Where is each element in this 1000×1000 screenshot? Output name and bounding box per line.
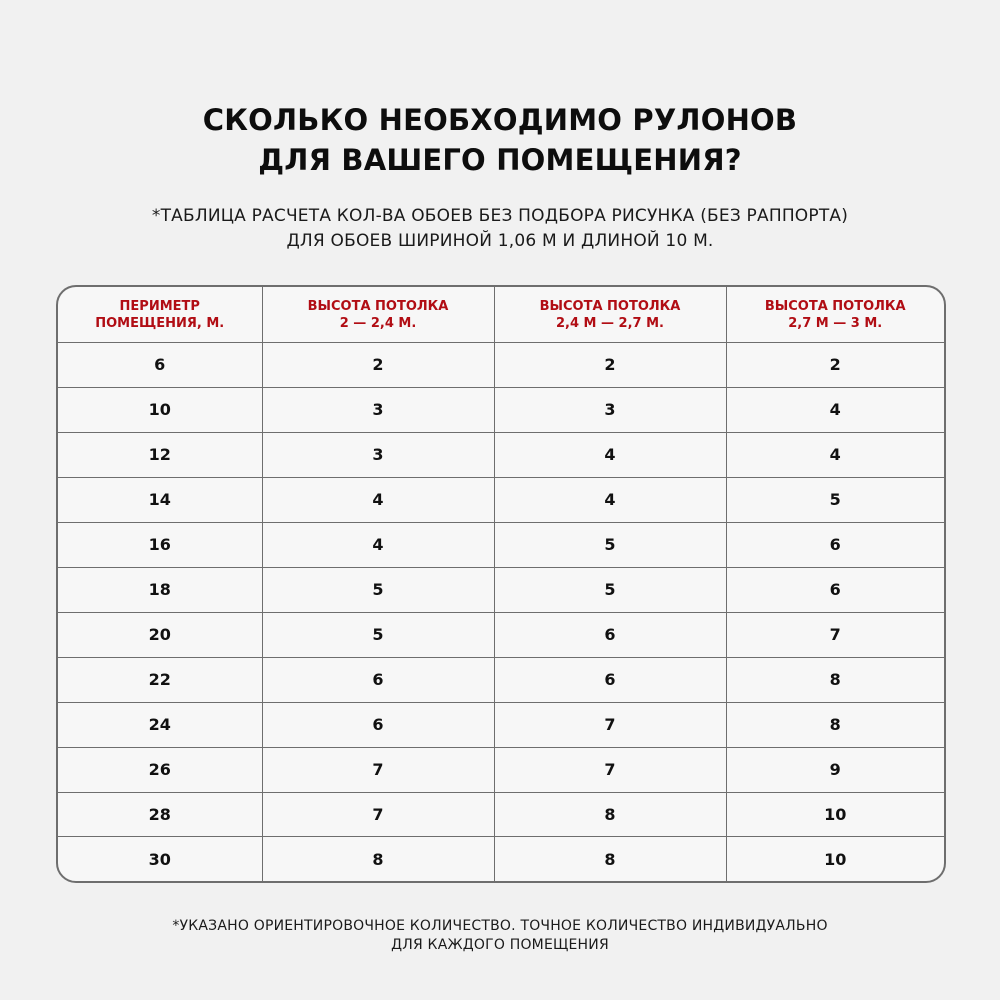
cell-perimeter: 30 — [58, 837, 262, 881]
header-line: ВЫСОТА ПОТОЛКА — [307, 298, 449, 314]
cell-rolls: 6 — [494, 657, 726, 702]
table-row — [58, 477, 944, 522]
cell-rolls: 7 — [494, 702, 726, 747]
cell-perimeter: 22 — [58, 657, 262, 702]
cell-rolls: 4 — [726, 387, 944, 432]
subtitle-line-1: *ТАБЛИЦА РАСЧЕТА КОЛ-ВА ОБОЕВ БЕЗ ПОДБОРА РИСУНКА (БЕЗ РАППОРТА) — [151, 206, 849, 226]
cell-rolls: 5 — [262, 567, 494, 612]
header-line: ВЫСОТА ПОТОЛКА — [539, 298, 681, 314]
cell-rolls: 2 — [494, 343, 726, 388]
cell-rolls: 10 — [726, 837, 944, 881]
cell-rolls: 3 — [262, 432, 494, 477]
cell-rolls: 4 — [262, 477, 494, 522]
table-row — [58, 837, 944, 881]
cell-rolls: 8 — [262, 837, 494, 881]
cell-rolls: 8 — [494, 792, 726, 837]
page-title — [0, 100, 1000, 180]
cell-rolls: 7 — [494, 747, 726, 792]
table-row — [58, 747, 944, 792]
cell-rolls: 6 — [726, 567, 944, 612]
table-row — [58, 612, 944, 657]
header-line: ВЫСОТА ПОТОЛКА — [764, 298, 906, 314]
subtitle-line-2: ДЛЯ ОБОЕВ ШИРИНОЙ 1,06 М И ДЛИНОЙ 10 М. — [286, 231, 714, 251]
cell-perimeter: 6 — [58, 343, 262, 388]
cell-rolls: 4 — [494, 432, 726, 477]
footnote — [0, 917, 1000, 955]
header-perimeter — [58, 287, 262, 343]
cell-rolls: 6 — [726, 522, 944, 567]
cell-rolls: 9 — [726, 747, 944, 792]
cell-rolls: 5 — [726, 477, 944, 522]
cell-rolls: 7 — [262, 747, 494, 792]
cell-rolls: 6 — [262, 702, 494, 747]
table-row — [58, 702, 944, 747]
table-row — [58, 792, 944, 837]
cell-rolls: 4 — [494, 477, 726, 522]
cell-rolls: 7 — [726, 612, 944, 657]
header-line: 2,7 М — 3 М. — [788, 315, 883, 331]
table-row — [58, 567, 944, 612]
title-line-1: СКОЛЬКО НЕОБХОДИМО РУЛОНОВ — [202, 103, 798, 137]
header-height-3 — [726, 287, 944, 343]
cell-rolls: 6 — [494, 612, 726, 657]
table-row — [58, 657, 944, 702]
title-line-2: ДЛЯ ВАШЕГО ПОМЕЩЕНИЯ? — [258, 143, 742, 177]
cell-rolls: 8 — [494, 837, 726, 881]
cell-rolls: 2 — [726, 343, 944, 388]
cell-perimeter: 16 — [58, 522, 262, 567]
header-line: 2,4 М — 2,7 М. — [556, 315, 664, 331]
header-height-2 — [494, 287, 726, 343]
header-line: ПЕРИМЕТР — [119, 298, 200, 314]
cell-rolls: 5 — [494, 522, 726, 567]
cell-perimeter: 18 — [58, 567, 262, 612]
cell-rolls: 6 — [262, 657, 494, 702]
footnote-line-1: *УКАЗАНО ОРИЕНТИРОВОЧНОЕ КОЛИЧЕСТВО. ТОЧНОЕ КОЛИЧЕСТВО ИНДИВИДУАЛЬНО — [172, 918, 828, 934]
table-row — [58, 387, 944, 432]
footnote-line-2: ДЛЯ КАЖДОГО ПОМЕЩЕНИЯ — [391, 937, 609, 953]
cell-rolls: 5 — [494, 567, 726, 612]
cell-rolls: 2 — [262, 343, 494, 388]
table-row — [58, 432, 944, 477]
table-row — [58, 343, 944, 388]
cell-perimeter: 12 — [58, 432, 262, 477]
cell-rolls: 8 — [726, 702, 944, 747]
cell-perimeter: 20 — [58, 612, 262, 657]
cell-rolls: 3 — [262, 387, 494, 432]
cell-perimeter: 24 — [58, 702, 262, 747]
cell-rolls: 8 — [726, 657, 944, 702]
rolls-table — [58, 287, 944, 881]
cell-rolls: 5 — [262, 612, 494, 657]
cell-rolls: 4 — [262, 522, 494, 567]
cell-perimeter: 10 — [58, 387, 262, 432]
subtitle — [0, 204, 1000, 254]
header-line: 2 — 2,4 М. — [339, 315, 417, 331]
header-height-1 — [262, 287, 494, 343]
cell-rolls: 10 — [726, 792, 944, 837]
cell-rolls: 4 — [726, 432, 944, 477]
cell-perimeter: 26 — [58, 747, 262, 792]
cell-rolls: 3 — [494, 387, 726, 432]
cell-perimeter: 14 — [58, 477, 262, 522]
cell-perimeter: 28 — [58, 792, 262, 837]
table-row — [58, 522, 944, 567]
table-header-row — [58, 287, 944, 343]
cell-rolls: 7 — [262, 792, 494, 837]
header-line: ПОМЕЩЕНИЯ, М. — [95, 315, 225, 331]
rolls-table-container — [56, 285, 946, 883]
